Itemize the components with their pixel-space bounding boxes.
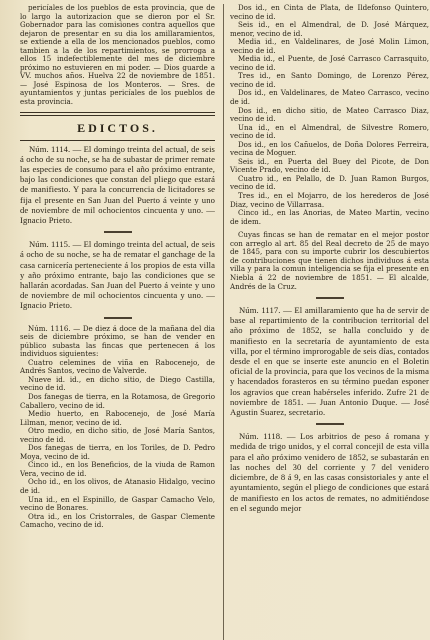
list-item: Seis id., en Puerta del Buey del Picote, de Don Vicente Prado, vecino de id. (230, 156, 429, 175)
property-list-left (20, 359, 215, 530)
edicto-1116-intro: Núm. 1116. — De diez á doce de la mañana del dia seis de diciembre próximo, se han de vender en público subasta las fincas que pertenecen á los individuos siguientes: (20, 323, 215, 359)
list-item: Cuatro id., en Pelallo, de D. Juan Ramon Burgos, vecino de id. (230, 173, 429, 192)
edicto-separator (316, 423, 344, 425)
list-item: Tres id., en Santo Domingo, de Lorenzo Pérez, vecino de id. (230, 71, 429, 89)
list-item: Dos fanegas de tierra, en los Toriles, de D. Pedro Moya, vecino de id. (20, 443, 215, 461)
edicto-separator (104, 317, 132, 319)
list-item: Dos fanegas de tierra, en la Rotamosa, de Gregorio Caballero, vecino de id. (20, 391, 215, 410)
edictos-heading: EDICTOS. (77, 120, 158, 135)
list-item: Cinco id., en las Anorias, de Mateo Martin, vecino de idem. (230, 208, 429, 226)
list-item: Dos id., en Valdelinares, de Mateo Carrasco, vecino de id. (230, 88, 429, 107)
right-column (223, 4, 429, 640)
list-item: Dos id., en dicho sitio, de Mateo Carrasco Diaz, vecino de id. (230, 105, 429, 124)
list-item: Dos id., en Cinta de Plata, de Ildefonso Quintero, vecino de id. (230, 4, 429, 21)
list-item: Otro medio, en dicho sitio, de José María Santos, vecino de id. (20, 426, 215, 444)
list-item: Tres id., en el Mojarro, de los herederos de José Diaz, vecino de Villarrasa. (230, 191, 429, 209)
list-item: Seis id., en el Almendral, de D. José Márquez, menor, vecino de id. (230, 20, 429, 38)
edicto-1118: Núm. 1118. — Los arbitrios de peso á romana y medida de trigo unidos, y el corral concejil de esta villa para el año próximo venidero de 1852, se subastarán en las noches del 30 del corriente y 7 del venidero diciembre, de 8 á 9, en las casas consistoriales y ante el ayuntamiento, según el pliego de condiciones que estará de manifiesto en los actos de remates, no admitiéndose en el segundo mejor (230, 431, 429, 513)
section-divider (20, 112, 215, 116)
property-list-right (230, 4, 429, 226)
list-item: Medio huerto, en Rabocenejo, de José María Lilman, menor, vecino de id. (20, 409, 215, 427)
list-item: Nueve id. id., en dicho sitio, de Diego Castilla, vecino de id. (20, 374, 215, 393)
list-item: Una id., en el Espinillo, de Gaspar Camacho Velo, vecino de Bonares. (20, 494, 215, 513)
list-item: Media id., el Puente, de José Carrasco Carrasquito, vecino de id. (230, 54, 429, 72)
list-item: Ocho id., en los olivos, de Atanasio Hidalgo, vecino de id. (20, 477, 215, 495)
list-item: Una id., en el Almendral, de Silvestre Romero, vecino de id. (230, 122, 429, 141)
list-item: Otra id., en los Cristorrales, de Gaspar Clemente Camacho, vecino de id. (20, 511, 215, 530)
edicto-1114: Núm. 1114. — El domingo treinta del actual, de seis á ocho de su noche, se ha de subastar de primer remate las especies de consumo para el año próximo entrante, bajo las condiciones que constan del pliego que estará de manifiesto. Y para la concurrencia de licitadores se fija el presente en San Juan del Puerto á veinte y uno de noviembre de mil ochocientos cincuenta y uno. — Ignacio Prieto. (20, 143, 215, 225)
edicto-1115: Núm. 1115. — El domingo treinta del actual, de seis á ocho de su noche, se ha de rematar el ganchage de la casa carnicería perteneciente á los propios de esta villa y año próximo entrante, bajo las condiciones que se hallarán acordadas. San Juan del Puerto á veinte y uno de noviembre de mil ochocientos cincuenta y uno. — Ignacio Prieto. (20, 239, 215, 311)
auction-closing-text: Cuyas fincas se han de rematar en el mejor postor con arreglo al art. 85 del Real decreto de 25 de mayo de 1845, para con su importe cubrir los descubiertos de contribuciones que tienen dichos individuos á esta villa y para la comun inteligencia se fija el presente en Niebla á 22 de noviembre de 1851. — El alcalde, Andrés de la Cruz. (230, 230, 429, 291)
edicto-separator (316, 297, 344, 299)
left-column (20, 4, 215, 640)
list-item: Media id., en Valdelinares, de José Molin Limon, vecino de id. (230, 37, 429, 55)
edicto-separator (104, 231, 132, 233)
list-item: Cinco id., en los Beneficios, de la viuda de Ramon Vera, vecino de id. (20, 460, 215, 478)
edicto-1117: Núm. 1117. — El amillaramiento que ha de servir de base al repartimiento de la contribucion territorial del año próximo de 1852, se halla concluido y de manifiesto en la secretaría de ayuntamiento de esta villa, por el término improrogable de seis días, contados desde el en que se inserte este anuncio en el Boletin oficial de la provincia, para que los vecinos de la misma y hacendados forasteros en su término puedan esponer los agravios que crean habérseles inferido. Zufre 21 de noviembre de 1851. — Juan Antonio Duque. — José Agustin Suarez, secretario. (230, 305, 429, 418)
heading-underline (20, 140, 215, 141)
circular-text: pericíales de los pueblos de esta provincia, que de lo largo la autorizacion que se dieron por el Sr. Gobernador para las comisiones contra aquellos que dejaron de presentar en su dia los amillaramientos, se extiende a ella de los mencionados pueblos, como tambien a la de los repartimientos, se prorroga a ellos 15 indefectiblemente del mes de diciembre próximo no estuvieren en mi poder. — Dios guarde a VV. muchos años. Huelva 22 de noviembre de 1851. — José Espinosa de los Monteros. — Sres. de ayuntamientos y juntas pericíales de los pueblos de esta provincia. (20, 4, 215, 107)
list-item: Dos id., en los Cañuelos, de Doña Dolores Ferreira, vecina de Moguer. (230, 139, 429, 158)
list-item: Cuatro celemines de viña en Rabocenejo, de Andrés Santos, vecino de Valverde. (20, 357, 215, 376)
